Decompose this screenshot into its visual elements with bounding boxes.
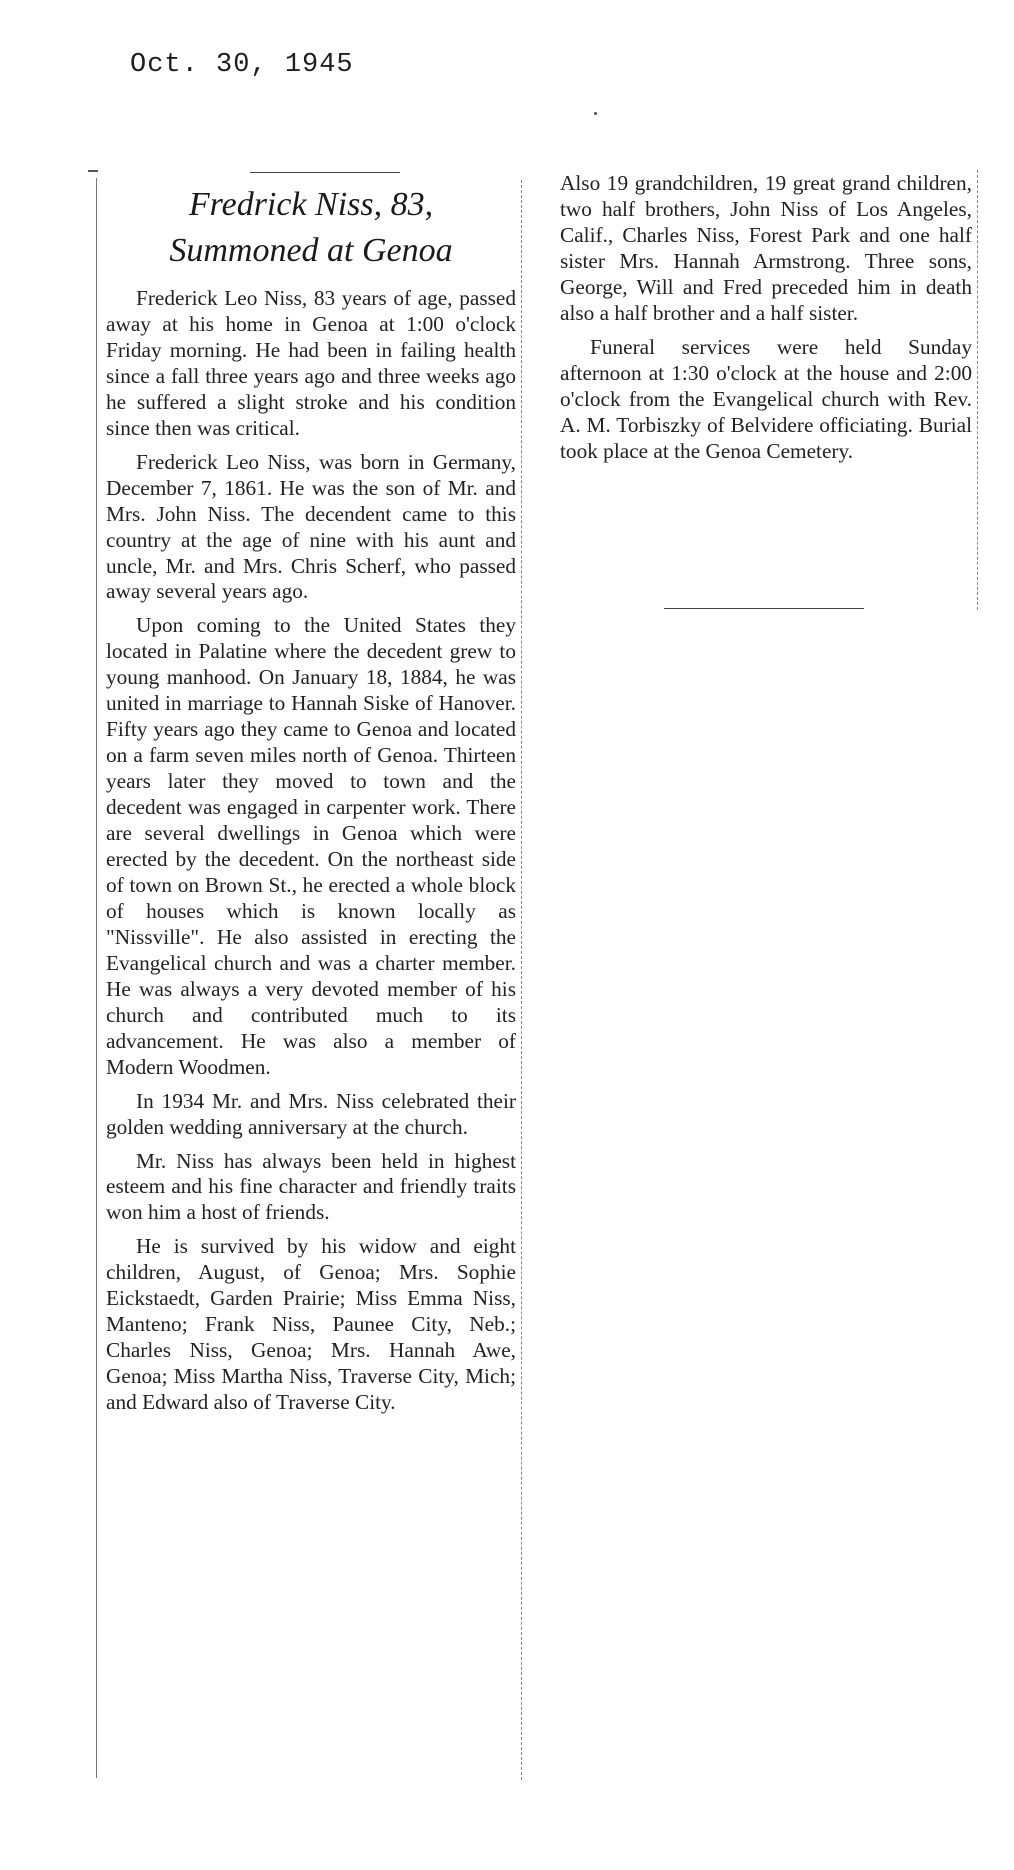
clipping-left-edge: [96, 178, 97, 1778]
paragraph-life-history: Upon coming to the United States they located in Palatine where the decedent grew to young manhood. On January 18, 1884, he was united in marriage to Hannah Siske of Hanover. Fifty years ago they came to Genoa and located on a farm seven miles north of Genoa. Thirteen years later they moved to town and the decedent was engaged in carpenter work. There are several dwellings in Genoa which were erected by the decedent. On the northeast side of town on Brown St., he erected a whole block of houses which is known locally as "Nissville". He also assisted in erecting the Evangelical church and was a charter member. He was always a very devoted member of his church and contributed much to its advancement. He was also a member of Modern Woodmen.: [106, 613, 516, 1079]
paragraph-death-notice: Frederick Leo Niss, 83 years of age, passed away at his home in Genoa at 1:00 o'clock Friday morning. He had been in failing health since a fall three years ago and three weeks ago he suffered a slight stroke and his condition since then was critical.: [106, 286, 516, 440]
paragraph-birth: Frederick Leo Niss, was born in Germany, December 7, 1861. He was the son of Mr. and Mrs. John Niss. The decendent came to this country at the age of nine with his aunt and uncle, Mr. and Mrs. Chris Scherf, who passed away several years ago.: [106, 449, 516, 604]
paragraph-survivors-continued: Also 19 grandchildren, 19 great grand children, two half brothers, John Niss of Los Angeles, Calif., Charles Niss, Forest Park and one half sister Mrs. Hannah Armstrong. Three sons, George, Will and Fred preceded him in death also a half brother and a half sister.: [560, 171, 972, 325]
column-divider: [521, 180, 522, 1780]
obituary-left-column: [106, 168, 516, 1424]
scan-speck: [594, 112, 597, 115]
paragraph-survivors: He is survived by his widow and eight children, August, of Genoa; Mrs. Sophie Eickstaedt, Garden Prairie; Miss Emma Niss, Manteno; Frank Niss, Paunee City, Neb.; Charles Niss, Genoa; Mrs. Hannah Awe, Genoa; Miss Martha Niss, Traverse City, Mich; and Edward also of Traverse City.: [106, 1234, 516, 1415]
clipping-corner-mark: [88, 170, 98, 172]
clipping-date: Oct. 30, 1945: [130, 50, 354, 80]
clipping-right-edge: [977, 170, 978, 610]
headline-line-1: Fredrick Niss, 83,: [188, 186, 434, 223]
paragraph-anniversary: In 1934 Mr. and Mrs. Niss celebrated their golden wedding anniversary at the church.: [106, 1088, 516, 1139]
obituary-right-column: [560, 171, 972, 472]
paragraph-funeral: Funeral services were held Sunday afternoon at 1:30 o'clock at the house and 2:00 o'clock from the Evangelical church with Rev. A. M. Torbiszky of Belvidere officiating. Burial took place at the Genoa Cemetery.: [560, 334, 972, 463]
headline: [106, 182, 516, 274]
paragraph-esteem: Mr. Niss has always been held in highest esteem and his fine character and friendly traits won him a host of friends.: [106, 1148, 516, 1225]
article-end-rule: [664, 608, 864, 609]
headline-line-2: Summoned at Genoa: [169, 232, 453, 269]
